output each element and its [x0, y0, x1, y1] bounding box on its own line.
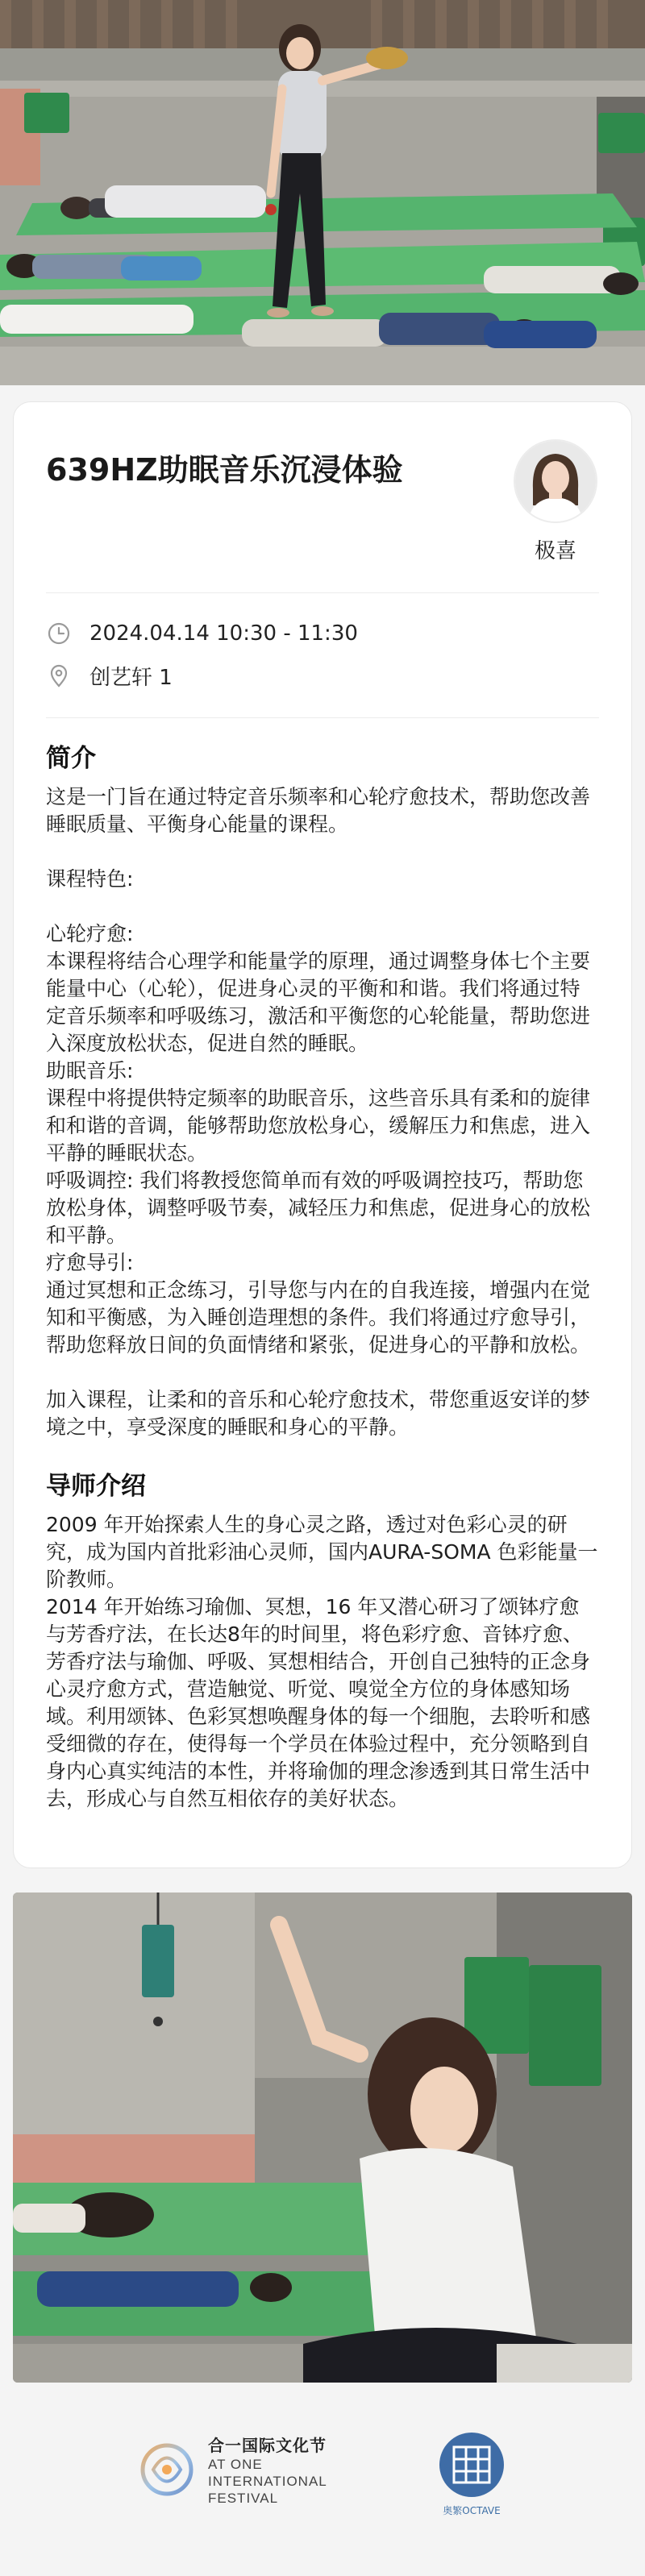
clock-icon	[46, 621, 72, 646]
event-location: 创艺轩 1	[89, 665, 173, 690]
octave-caption: 奥繁OCTAVE	[443, 2505, 501, 2516]
host-avatar[interactable]	[514, 439, 597, 523]
event-location-row[interactable]	[46, 654, 599, 696]
intro-body: 这是一门旨在通过特定音乐频率和心轮疗愈技术，帮助您改善睡眠质量、平衡身心能量的课程。 课程特色: 心轮疗愈: 本课程将结合心理学和能量学的原理，通过调整身体七个主要能量中心（心轮），促进身心灵的平衡和和谐。我们将通过特定音乐频率和呼吸练习，激活和平衡您的心轮能量，帮助您进入深度放松状态，促进自然的睡眠。 助眠音乐: 课程中将提供特定频率的助眠音乐，这些音乐具有柔和的旋律和和谐的音调，能够帮助您放松身心，缓解压力和焦虑，进入平静的睡眠状态。 呼吸调控: 我们将教授您简单而有效的呼吸调控技巧，帮助您放松身体，调整呼吸节奏，减轻压力和焦虑，促进身心的放松和平静。 疗愈导引: 通过冥想和正念练习，引导您与内在的自我连接，增强内在觉知和平衡感，为入睡创造理想的条件。我们将通过疗愈导引，帮助您释放日间的负面情绪和紧张，促进身心的平静和放松。 加入课程，让柔和的音乐和心轮疗愈技术，带您重返安详的梦境之中，享受深度的睡眠和身心的平静。	[46, 785, 591, 1439]
map-pin-icon	[46, 663, 72, 688]
event-card	[13, 401, 632, 1868]
at-one-logo-icon	[135, 2438, 198, 2501]
mentor-heading: 导师介绍	[46, 1472, 146, 1501]
intro-heading: 简介	[46, 744, 96, 773]
festival-name-en-line1: AT ONE	[208, 2457, 263, 2472]
hero-photo	[0, 0, 645, 385]
event-title: 639HZ助眠音乐沉浸体验	[46, 452, 403, 488]
festival-name-en-line2: INTERNATIONAL	[208, 2474, 327, 2489]
divider	[46, 717, 599, 718]
footer	[0, 2383, 645, 2568]
event-datetime-row	[46, 613, 599, 654]
event-datetime: 2024.04.14 10:30 - 11:30	[89, 621, 358, 646]
host-name: 极喜	[534, 539, 576, 563]
host-profile[interactable]	[512, 439, 599, 564]
mentor-body: 2009 年开始探索人生的身心灵之路，透过对色彩心灵的研究，成为国内首批彩油心灵师，国内AURA-SOMA 色彩能量一阶教师。 2014 年开始练习瑜伽、冥想，16 年又潜心研习了颂钵疗愈与芳香疗法，在长达8年的时间里，将色彩疗愈、音钵疗愈、芳香疗法与瑜伽、呼吸、冥想相结合，开创自己独特的正念身心灵疗愈方式，营造触觉、听觉、嗅觉全方位的身体感知场域。利用颂钵、色彩冥想唤醒身体的每一个细胞，去聆听和感受细微的存在，使得每一个学员在体验过程中，充分领略到自身内心真实纯洁的本性，并将瑜伽的理念渗透到其日常生活中去，形成心与自然互相依存的美好状态。	[46, 1513, 598, 1810]
session-photo	[13, 1893, 632, 2383]
divider	[46, 592, 599, 593]
octave-logo-icon	[438, 2431, 506, 2499]
festival-name-en-line3: FESTIVAL	[208, 2491, 279, 2506]
festival-name-cn: 合一国际文化节	[208, 2437, 327, 2455]
octave-logo	[435, 2431, 508, 2517]
at-one-festival-logo	[135, 2433, 327, 2507]
